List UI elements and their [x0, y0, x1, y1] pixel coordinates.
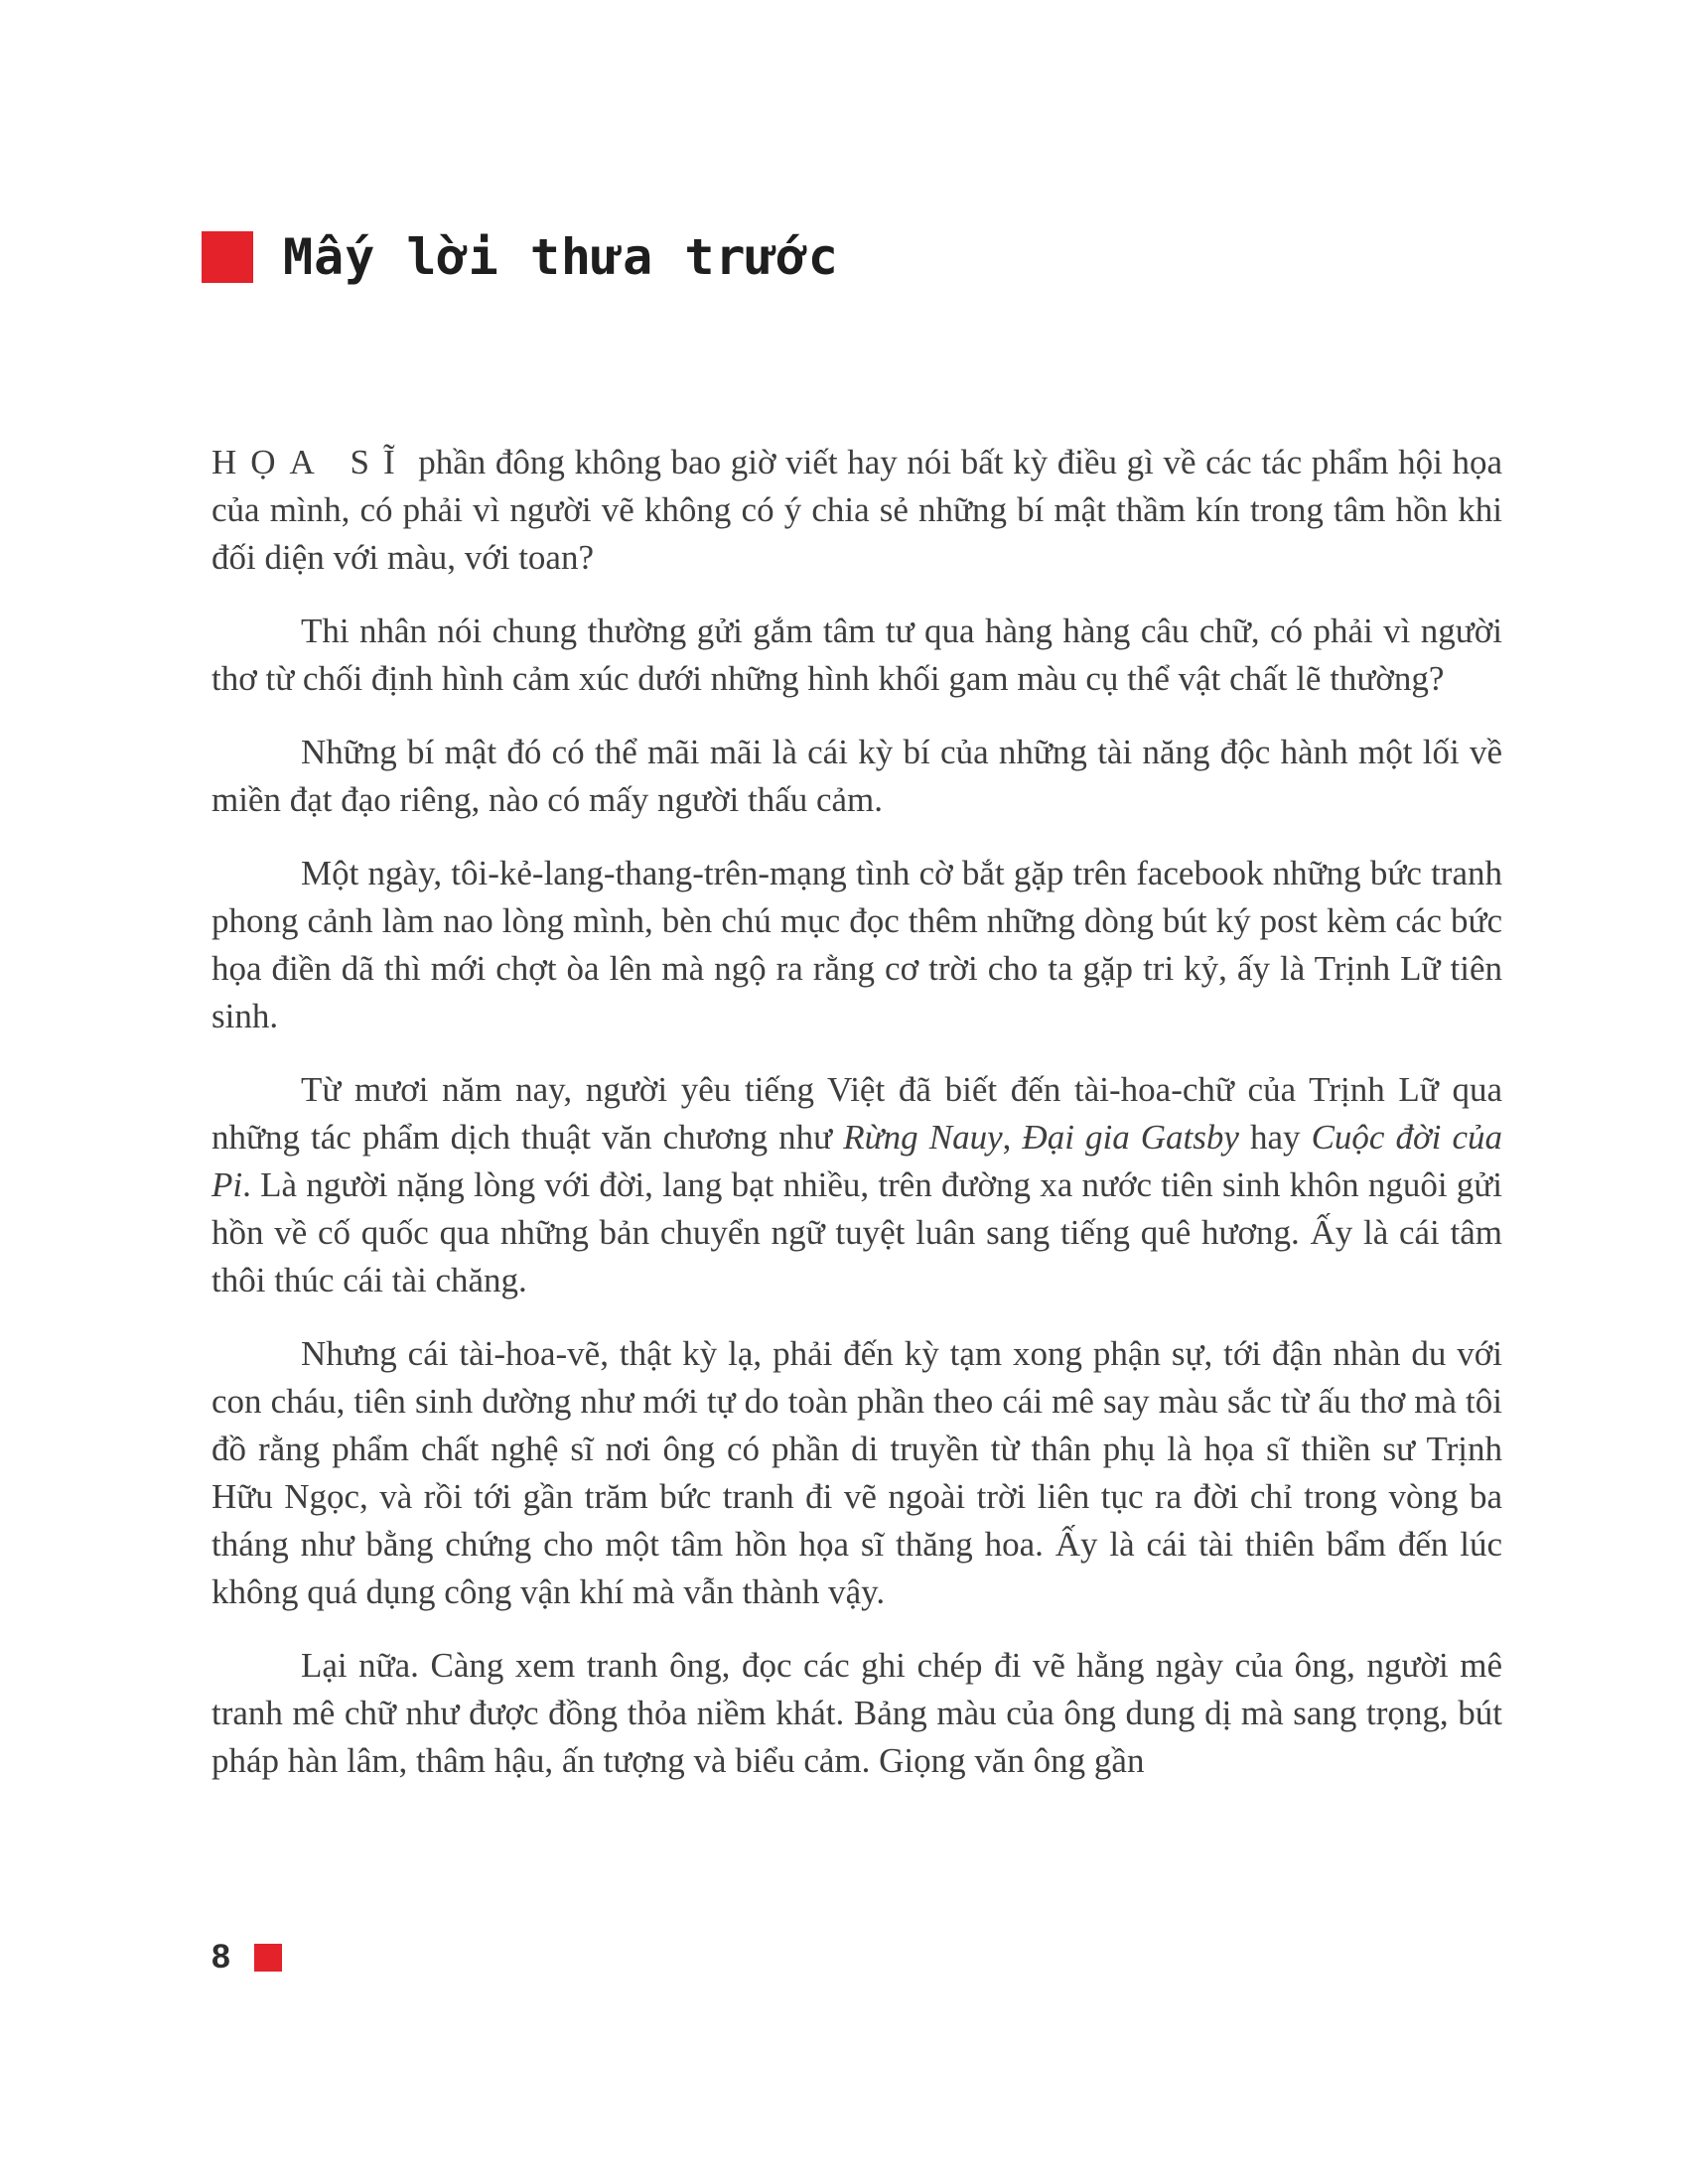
paragraph-text: Nhưng cái tài-hoa-vẽ, thật kỳ lạ, phải đến kỳ tạm xong phận sự, tới đận nhàn du với con cháu, tiên sinh dường như mới tự do toàn phần theo cái mê say màu sắc từ ấu thơ mà tôi đồ rằng phẩm chất nghệ sĩ nơi ông có phần di truyền từ thân phụ là họa sĩ thiền sư Trịnh Hữu Ngọc, và rồi tới gần trăm bức tranh đi vẽ ngoài trời liên tục ra đời chỉ trong vòng ba tháng như bằng chứng cho một tâm hồn họa sĩ thăng hoa. Ấy là cái tài thiên bẩm đến lúc không quá dụng công vận khí mà vẫn thành vậy. — [211, 1334, 1502, 1611]
paragraph-text: Những bí mật đó có thể mãi mãi là cái kỳ bí của những tài năng độc hành một lối về miền đạt đạo riêng, nào có mấy người thấu cảm. — [211, 733, 1502, 819]
body-text — [211, 439, 1502, 1811]
book-title-italic: Đại gia Gatsby — [1022, 1118, 1239, 1157]
page-number: 8 — [211, 1938, 230, 1976]
footer-marker-square — [254, 1944, 282, 1972]
paragraph — [211, 729, 1502, 824]
book-title-italic: Rừng Nauy — [843, 1118, 1003, 1157]
paragraph-lead-smallcaps: HỌA SĨ — [211, 443, 409, 481]
paragraph-text: phần đông không bao giờ viết hay nói bất kỳ điều gì về các tác phẩm hội họa của mình, có phải vì người vẽ không có ý chia sẻ những bí mật thầm kín trong tâm hồn khi đối diện với màu, với toan? — [211, 443, 1502, 577]
paragraph — [211, 1066, 1502, 1304]
chapter-heading — [202, 228, 839, 286]
paragraph — [211, 850, 1502, 1040]
paragraph-text: Thi nhân nói chung thường gửi gắm tâm tư qua hàng hàng câu chữ, có phải vì người thơ từ chối định hình cảm xúc dưới những hình khối gam màu cụ thể vật chất lẽ thường? — [211, 612, 1502, 698]
paragraph-text: , — [1002, 1118, 1023, 1157]
paragraph — [211, 1330, 1502, 1616]
paragraph-text: Lại nữa. Càng xem tranh ông, đọc các ghi chép đi vẽ hằng ngày của ông, người mê tranh mê chữ như được đồng thỏa niềm khát. Bảng màu của ông dung dị mà sang trọng, bút pháp hàn lâm, thâm hậu, ấn tượng và biểu cảm. Giọng văn ông gần — [211, 1646, 1502, 1780]
paragraph — [211, 608, 1502, 703]
page-footer — [211, 1938, 282, 1977]
book-title-italic: Cuộc đời của Pi — [211, 1118, 1502, 1204]
paragraph — [211, 1642, 1502, 1785]
paragraph-text: Một ngày, tôi-kẻ-lang-thang-trên-mạng tình cờ bắt gặp trên facebook những bức tranh phong cảnh làm nao lòng mình, bèn chú mục đọc thêm những dòng bút ký post kèm các bức họa điền dã thì mới chợt òa lên mà ngộ ra rằng cơ trời cho ta gặp tri kỷ, ấy là Trịnh Lữ tiên sinh. — [211, 854, 1502, 1035]
paragraph — [211, 439, 1502, 582]
paragraph-text: hay — [1238, 1118, 1312, 1157]
paragraph-text: Từ mươi năm nay, người yêu tiếng Việt đã biết đến tài-hoa-chữ của Trịnh Lữ qua những tác phẩm dịch thuật văn chương như — [211, 1070, 1502, 1157]
paragraph-text: . Là người nặng lòng với đời, lang bạt nhiều, trên đường xa nước tiên sinh khôn nguôi gửi hồn về cố quốc qua những bản chuyển ngữ tuyệt luân sang tiếng quê hương. Ấy là cái tâm thôi thúc cái tài chăng. — [211, 1165, 1502, 1299]
page-title: Mấy lời thưa trước — [283, 228, 839, 286]
heading-marker-square — [202, 231, 253, 283]
